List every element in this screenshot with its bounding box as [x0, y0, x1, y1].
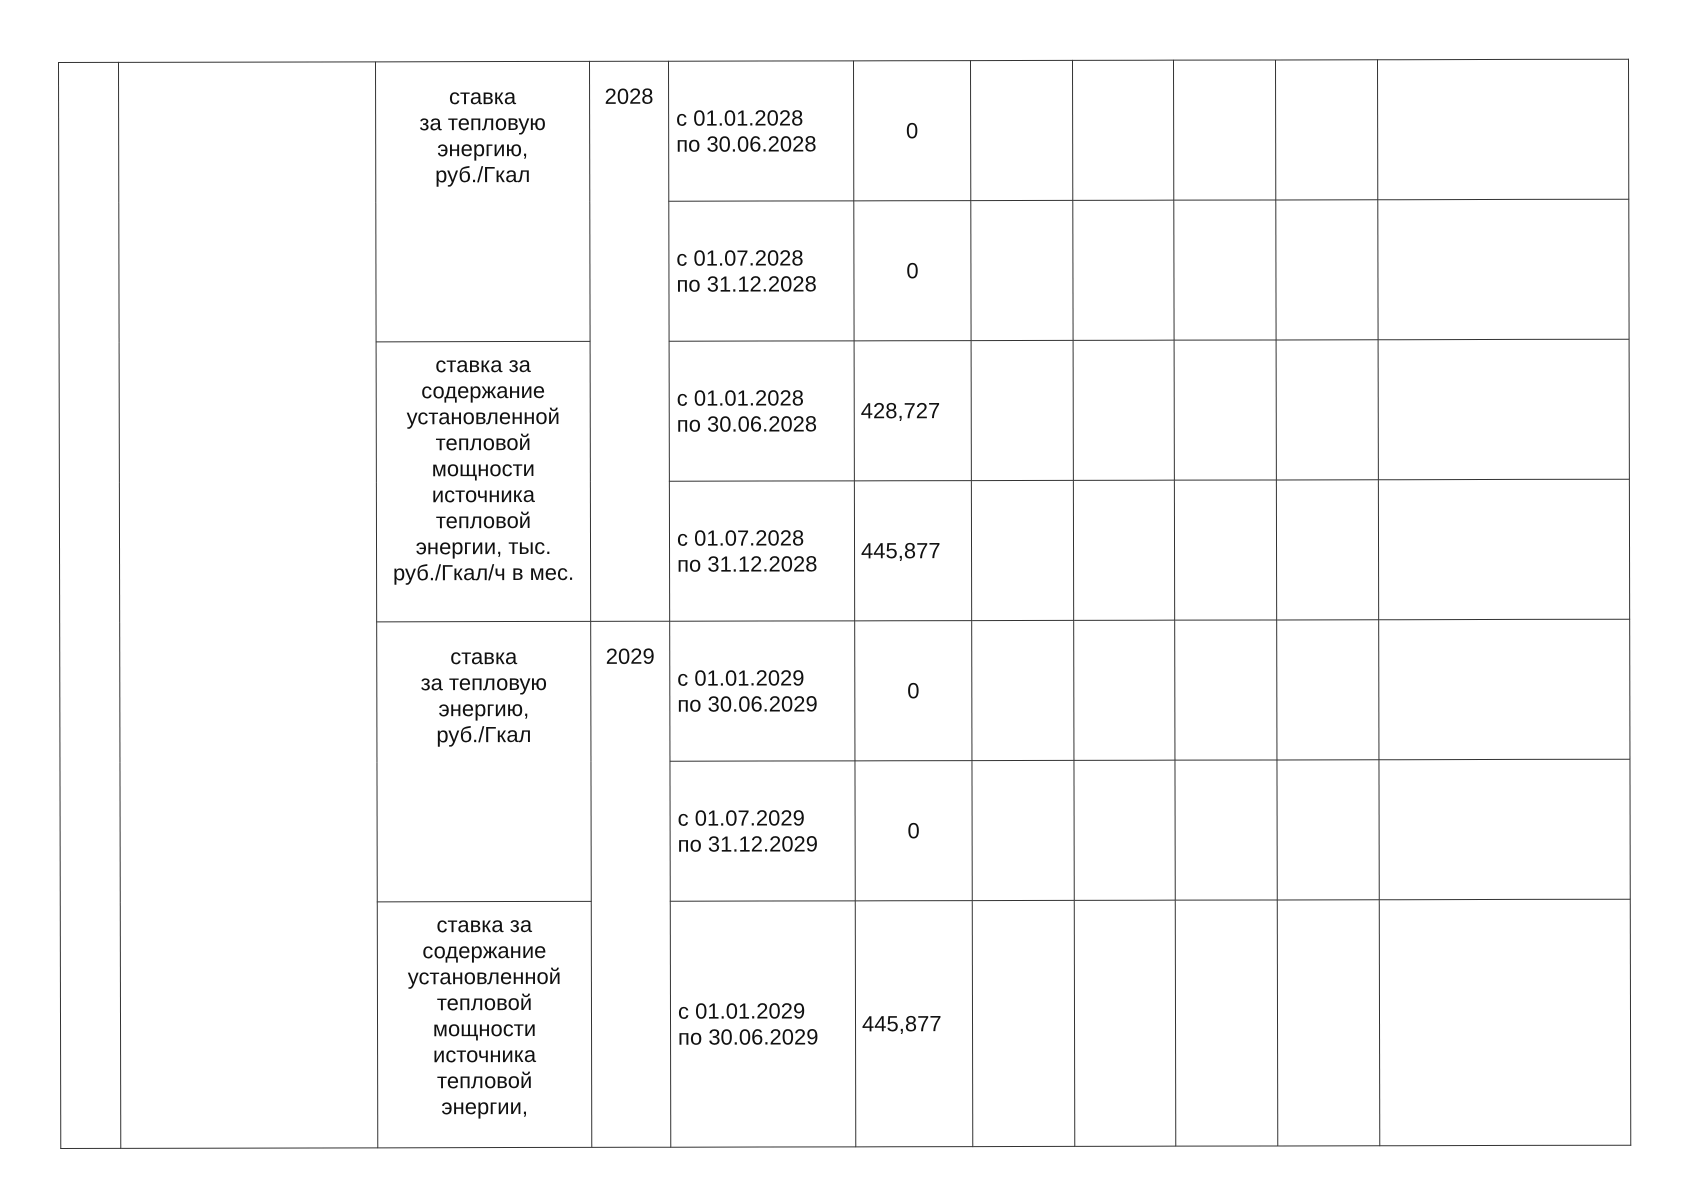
empty-cell: [1174, 340, 1276, 480]
empty-cell: [1074, 760, 1175, 900]
empty-cell: [1073, 200, 1174, 340]
indicator-line: мощности: [432, 1016, 537, 1042]
empty-cell: [972, 900, 1075, 1146]
table-row: [59, 59, 1629, 202]
empty-cell: [1379, 619, 1630, 760]
indicator-line: источника: [431, 482, 535, 508]
indicator-line: ставка за: [436, 912, 533, 938]
period-cell: [669, 201, 854, 341]
indicator-line: установленной: [406, 403, 560, 430]
year-cell: 2029: [591, 621, 671, 1147]
empty-cell: [1277, 760, 1379, 900]
empty-cell: [1073, 340, 1174, 480]
empty-cell: [1277, 900, 1380, 1146]
empty-cell: [1276, 340, 1378, 480]
period-cell: [670, 761, 855, 901]
indicator-cell: [377, 901, 592, 1147]
empty-cell: [1175, 900, 1278, 1146]
period-to: по 30.06.2028: [676, 130, 817, 157]
period-cell: [669, 341, 854, 481]
value-cell: 0: [854, 201, 971, 341]
indicator-line: тепловой: [436, 990, 533, 1016]
period-cell: [668, 61, 853, 201]
empty-cell: [1379, 899, 1631, 1146]
indicator-line: энергии,: [441, 1094, 528, 1120]
indicator-line: ставка за: [435, 352, 531, 378]
period-cell: [669, 481, 854, 621]
indicator-line: руб./Гкал: [436, 722, 532, 748]
indicator-line: ставка: [450, 644, 518, 670]
period-from: с 01.01.2029: [677, 664, 805, 691]
indicator-line: тепловой: [435, 508, 532, 534]
empty-cell: [1378, 479, 1629, 620]
row-number-cell: [59, 62, 121, 1148]
empty-cell: [1378, 339, 1629, 480]
indicator-cell: [377, 621, 592, 901]
indicator-line: установленной: [407, 963, 562, 990]
value-cell: 428,727: [854, 341, 971, 481]
empty-cell: [972, 620, 1074, 760]
empty-cell: [1174, 200, 1276, 340]
empty-cell: [1175, 760, 1277, 900]
empty-cell: [971, 200, 1073, 340]
period-cell: [670, 901, 856, 1147]
indicator-cell: [376, 61, 591, 341]
empty-cell: [971, 480, 1073, 620]
period-cell: [670, 621, 855, 761]
empty-cell: [1073, 480, 1174, 620]
indicator-line: энергии, тыс.: [415, 533, 552, 560]
indicator-line: за тепловую: [419, 109, 546, 136]
value-cell: 445,877: [854, 481, 971, 621]
empty-cell: [972, 760, 1074, 900]
empty-cell: [1379, 759, 1630, 900]
empty-cell: [1277, 620, 1379, 760]
empty-cell: [970, 60, 1072, 200]
empty-cell: [1275, 60, 1377, 200]
indicator-line: содержание: [422, 937, 547, 964]
indicator-line: за тепловую: [420, 669, 548, 696]
empty-cell: [1276, 200, 1378, 340]
tariff-table: [58, 59, 1631, 1149]
period-from: с 01.01.2028: [676, 384, 804, 411]
period-to: по 30.06.2029: [677, 690, 818, 717]
period-to: по 30.06.2029: [678, 1023, 819, 1050]
value-cell: 0: [855, 621, 972, 761]
organization-cell: [119, 62, 378, 1149]
empty-cell: [1173, 60, 1275, 200]
empty-cell: [1378, 199, 1629, 340]
indicator-line: энергию,: [438, 696, 530, 722]
indicator-line: тепловой: [436, 1068, 533, 1094]
period-from: с 01.01.2029: [677, 997, 806, 1024]
period-from: с 01.07.2029: [677, 804, 805, 831]
indicator-line: ставка: [448, 84, 517, 110]
indicator-line: мощности: [431, 456, 535, 482]
empty-cell: [1174, 480, 1276, 620]
empty-cell: [1074, 620, 1175, 760]
period-from: с 01.01.2028: [676, 104, 804, 131]
indicator-line: источника: [432, 1042, 537, 1068]
value-cell: 0: [855, 761, 972, 901]
empty-cell: [1175, 620, 1277, 760]
value-cell: 445,877: [855, 901, 973, 1147]
empty-cell: [1276, 480, 1378, 620]
indicator-cell: [376, 341, 591, 621]
indicator-line: энергию,: [437, 136, 529, 162]
period-from: с 01.07.2028: [676, 244, 804, 271]
year-cell: 2028: [589, 61, 669, 621]
empty-cell: [1072, 60, 1173, 200]
empty-cell: [1377, 59, 1628, 200]
period-to: по 31.12.2029: [677, 830, 819, 857]
empty-cell: [1074, 900, 1176, 1146]
indicator-line: тепловой: [435, 430, 531, 456]
empty-cell: [971, 340, 1073, 480]
period-from: с 01.07.2028: [676, 524, 805, 551]
period-to: по 30.06.2028: [676, 410, 818, 437]
period-to: по 31.12.2028: [677, 550, 818, 577]
indicator-line: содержание: [421, 377, 546, 404]
value-cell: 0: [853, 61, 970, 201]
indicator-line: руб./Гкал: [435, 162, 531, 188]
period-to: по 31.12.2028: [676, 270, 817, 297]
indicator-line: руб./Гкал/ч в мес.: [392, 559, 575, 586]
